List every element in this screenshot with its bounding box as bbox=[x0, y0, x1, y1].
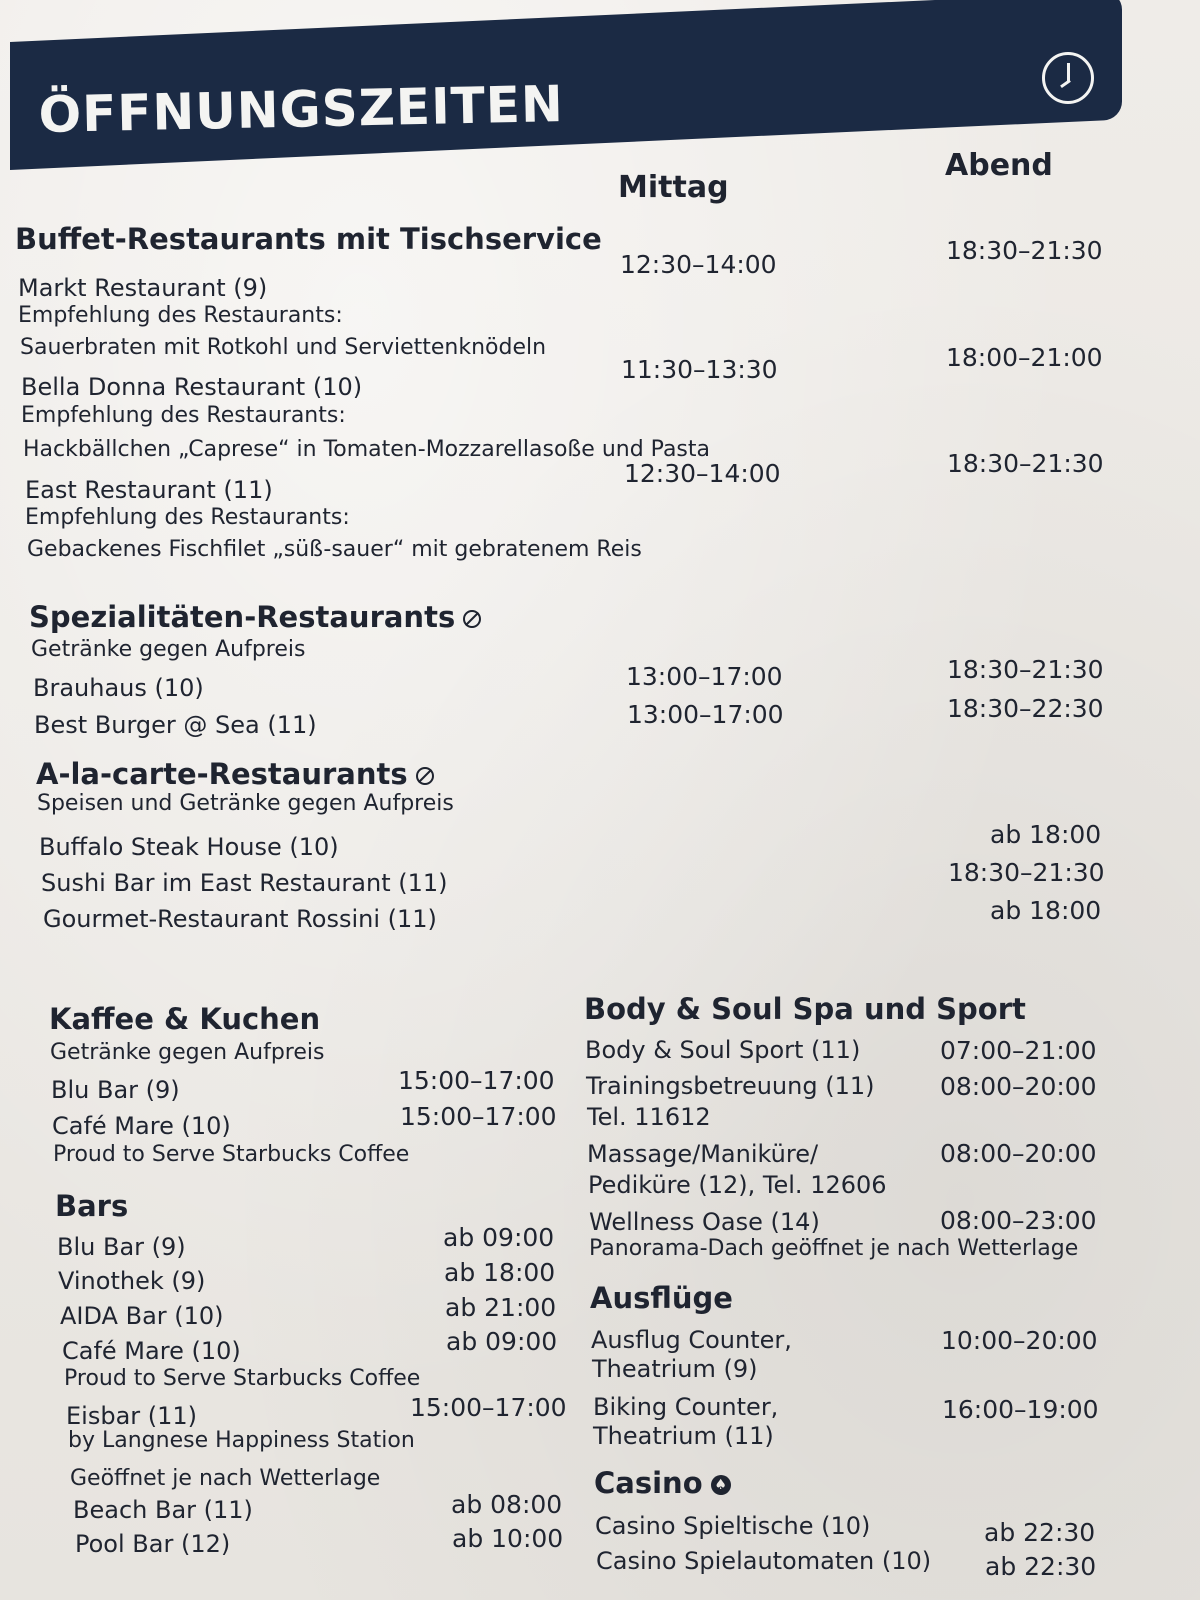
spa-item-phone: Pediküre (12), Tel. 12606 bbox=[588, 1171, 887, 1199]
bar-name: Vinothek (9) bbox=[58, 1267, 206, 1295]
excursion-location: Theatrium (9) bbox=[592, 1355, 758, 1383]
spa-item-name: Wellness Oase (14) bbox=[589, 1208, 820, 1236]
section-title-buffet: Buffet-Restaurants mit Tischservice bbox=[15, 222, 602, 256]
clock-icon bbox=[1042, 52, 1094, 104]
venue-time: 15:00–17:00 bbox=[398, 1066, 555, 1095]
bar-name: Café Mare (10) bbox=[62, 1337, 241, 1365]
restaurant-name: Best Burger @ Sea (11) bbox=[34, 711, 317, 739]
spade-icon: ♠ bbox=[711, 1475, 731, 1495]
bar-note: by Langnese Happiness Station bbox=[68, 1428, 415, 1453]
lunch-time: 11:30–13:30 bbox=[621, 355, 778, 384]
section-title-spa: Body & Soul Spa und Sport bbox=[584, 992, 1026, 1026]
weather-note: Geöffnet je nach Wetterlage bbox=[70, 1466, 381, 1491]
section-title-excursions: Ausflüge bbox=[590, 1281, 733, 1315]
bar-name: Pool Bar (12) bbox=[75, 1530, 231, 1558]
casino-item-name: Casino Spielautomaten (10) bbox=[596, 1547, 932, 1575]
section-title-casino bbox=[594, 1466, 731, 1500]
excursion-name: Ausflug Counter, bbox=[591, 1326, 792, 1354]
evening-time: 18:30–21:30 bbox=[946, 236, 1103, 265]
evening-time: 18:00–21:00 bbox=[946, 343, 1103, 372]
restaurant-name: East Restaurant (11) bbox=[25, 476, 273, 504]
bar-name: Blu Bar (9) bbox=[57, 1233, 186, 1261]
recommendation-dish: Gebackenes Fischfilet „süß-sauer“ mit gebratenem Reis bbox=[27, 537, 642, 562]
restaurant-name: Gourmet-Restaurant Rossini (11) bbox=[43, 905, 437, 933]
recommendation-dish: Hackbällchen „Caprese“ in Tomaten-Mozzarellasoße und Pasta bbox=[23, 437, 710, 462]
casino-item-name: Casino Spieltische (10) bbox=[595, 1512, 871, 1540]
section-title-text: Casino bbox=[594, 1466, 703, 1500]
spa-item-time: 08:00–20:00 bbox=[940, 1139, 1097, 1168]
surcharge-icon bbox=[416, 767, 434, 785]
recommendation-label: Empfehlung des Restaurants: bbox=[25, 505, 350, 530]
section-title-specialities bbox=[29, 600, 481, 634]
excursion-time: 10:00–20:00 bbox=[941, 1326, 1098, 1355]
restaurant-name: Buffalo Steak House (10) bbox=[39, 833, 339, 861]
section-note: Speisen und Getränke gegen Aufpreis bbox=[37, 791, 454, 816]
section-note: Getränke gegen Aufpreis bbox=[31, 637, 306, 662]
spa-item-name: Body & Soul Sport (11) bbox=[585, 1036, 861, 1064]
casino-item-time: ab 22:30 bbox=[985, 1552, 1097, 1581]
lunch-time: 13:00–17:00 bbox=[626, 662, 783, 691]
excursion-location: Theatrium (11) bbox=[593, 1422, 774, 1450]
bar-time: 15:00–17:00 bbox=[410, 1393, 567, 1422]
evening-time: 18:30–21:30 bbox=[947, 449, 1104, 478]
excursion-time: 16:00–19:00 bbox=[942, 1395, 1099, 1424]
spa-item-name: Massage/Maniküre/ bbox=[587, 1140, 819, 1168]
section-title-bars: Bars bbox=[55, 1189, 129, 1223]
lunch-time: 12:30–14:00 bbox=[624, 459, 781, 488]
bar-time: ab 09:00 bbox=[446, 1327, 558, 1356]
section-note: Getränke gegen Aufpreis bbox=[50, 1040, 325, 1065]
section-title-text: A-la-carte-Restaurants bbox=[36, 757, 408, 791]
bar-time: ab 08:00 bbox=[451, 1490, 563, 1519]
bar-time: ab 09:00 bbox=[443, 1223, 555, 1252]
spa-note: Panorama-Dach geöffnet je nach Wetterlage bbox=[589, 1236, 1079, 1261]
section-title-alacarte bbox=[36, 757, 434, 791]
evening-time: 18:30–22:30 bbox=[947, 694, 1104, 723]
section-title-text: Spezialitäten-Restaurants bbox=[29, 600, 456, 634]
venue-time: 15:00–17:00 bbox=[400, 1102, 557, 1131]
venue-name: Blu Bar (9) bbox=[51, 1076, 180, 1104]
evening-time: ab 18:00 bbox=[990, 896, 1102, 925]
bar-time: ab 10:00 bbox=[452, 1524, 564, 1553]
casino-item-time: ab 22:30 bbox=[984, 1518, 1096, 1547]
lunch-time: 12:30–14:00 bbox=[620, 250, 777, 279]
recommendation-label: Empfehlung des Restaurants: bbox=[21, 403, 346, 428]
recommendation-dish: Sauerbraten mit Rotkohl und Serviettenknödeln bbox=[20, 335, 547, 360]
restaurant-name: Markt Restaurant (9) bbox=[18, 274, 268, 302]
evening-time: ab 18:00 bbox=[990, 820, 1102, 849]
page-title: ÖFFNUNGSZEITEN bbox=[38, 74, 565, 144]
venue-name: Café Mare (10) bbox=[52, 1112, 231, 1140]
evening-time: 18:30–21:30 bbox=[948, 858, 1105, 887]
bar-name: Beach Bar (11) bbox=[73, 1496, 253, 1524]
restaurant-name: Sushi Bar im East Restaurant (11) bbox=[41, 869, 448, 897]
spa-item-name: Trainingsbetreuung (11) bbox=[586, 1072, 875, 1100]
spa-item-phone: Tel. 11612 bbox=[587, 1103, 711, 1131]
bar-time: ab 21:00 bbox=[445, 1293, 557, 1322]
surcharge-icon bbox=[463, 610, 481, 628]
column-header-evening: Abend bbox=[945, 148, 1053, 183]
spa-item-time: 07:00–21:00 bbox=[940, 1036, 1097, 1065]
spa-item-time: 08:00–20:00 bbox=[940, 1072, 1097, 1101]
lunch-time: 13:00–17:00 bbox=[627, 700, 784, 729]
restaurant-name: Brauhaus (10) bbox=[33, 674, 204, 702]
bar-name: Eisbar (11) bbox=[66, 1402, 198, 1430]
restaurant-name: Bella Donna Restaurant (10) bbox=[21, 373, 363, 401]
excursion-name: Biking Counter, bbox=[593, 1393, 779, 1421]
recommendation-label: Empfehlung des Restaurants: bbox=[18, 303, 343, 328]
column-header-lunch: Mittag bbox=[618, 170, 729, 205]
bar-time: ab 18:00 bbox=[444, 1258, 556, 1287]
starbucks-note: Proud to Serve Starbucks Coffee bbox=[53, 1142, 410, 1167]
evening-time: 18:30–21:30 bbox=[947, 655, 1104, 684]
starbucks-note: Proud to Serve Starbucks Coffee bbox=[64, 1366, 421, 1391]
section-title-coffee: Kaffee & Kuchen bbox=[49, 1002, 321, 1036]
spa-item-time: 08:00–23:00 bbox=[940, 1206, 1097, 1235]
bar-name: AIDA Bar (10) bbox=[60, 1302, 224, 1330]
